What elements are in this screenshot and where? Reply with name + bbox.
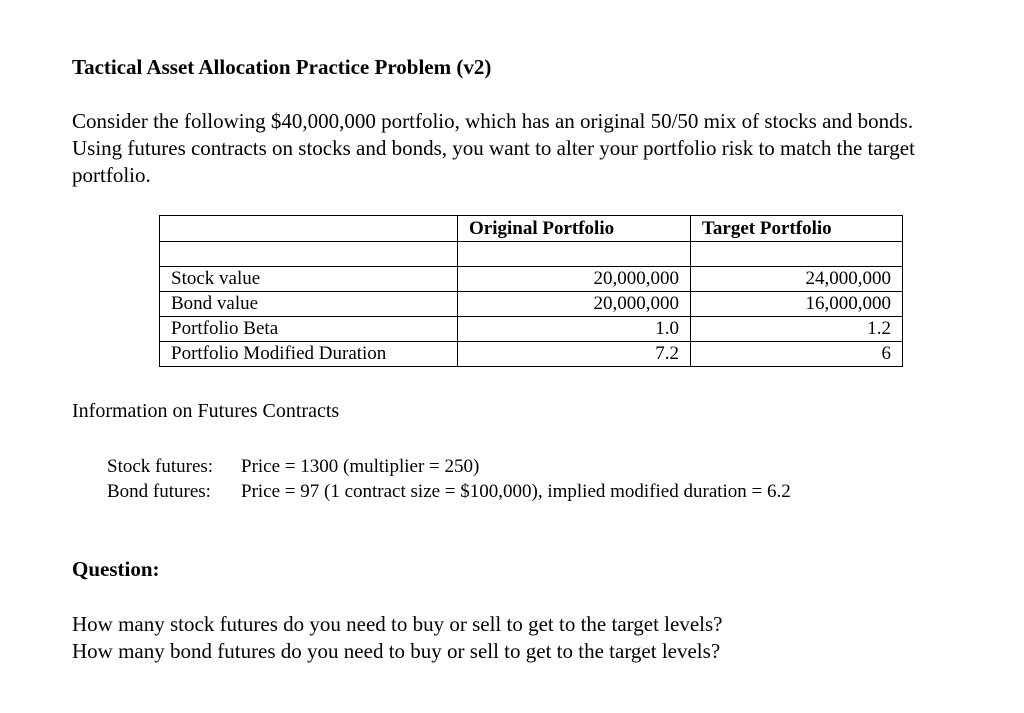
row-label: Stock value xyxy=(160,267,458,292)
original-value: 1.0 xyxy=(458,317,691,342)
table-header-row xyxy=(160,216,903,242)
target-value: 1.2 xyxy=(691,317,903,342)
header-blank xyxy=(160,216,458,242)
target-value: 24,000,000 xyxy=(691,267,903,292)
question-list xyxy=(72,611,722,665)
question-line: How many bond futures do you need to buy or sell to get to the target levels? xyxy=(72,639,721,663)
target-value: 16,000,000 xyxy=(691,292,903,317)
target-value: 6 xyxy=(691,342,903,367)
blank-cell xyxy=(160,242,458,267)
original-value: 20,000,000 xyxy=(458,292,691,317)
header-target-portfolio: Target Portfolio xyxy=(691,216,903,242)
futures-info-heading: Information on Futures Contracts xyxy=(72,400,340,422)
futures-info xyxy=(107,454,791,504)
header-original-portfolio: Original Portfolio xyxy=(458,216,691,242)
row-label: Bond value xyxy=(160,292,458,317)
original-value: 20,000,000 xyxy=(458,267,691,292)
question-line: How many stock futures do you need to buy or sell to get to the target levels? xyxy=(72,612,723,636)
row-label: Portfolio Modified Duration xyxy=(160,342,458,367)
stock-futures-line xyxy=(107,454,791,479)
document-title: Tactical Asset Allocation Practice Problem (v2) xyxy=(72,55,492,79)
stock-futures-label: Stock futures: xyxy=(107,456,214,477)
intro-paragraph: Consider the following $40,000,000 portfolio, which has an original 50/50 mix of stocks and bonds. Using futures contracts on stocks and bonds, you want to alter your portfolio risk to match the target portfolio. xyxy=(72,109,915,187)
bond-futures-label: Bond futures: xyxy=(107,481,211,502)
question-heading: Question: xyxy=(72,557,160,581)
blank-cell xyxy=(458,242,691,267)
row-label: Portfolio Beta xyxy=(160,317,458,342)
original-value: 7.2 xyxy=(458,342,691,367)
bond-futures-detail: Price = 97 (1 contract size = $100,000), implied modified duration = 6.2 xyxy=(241,481,791,502)
portfolio-table xyxy=(159,215,903,367)
stock-futures-detail: Price = 1300 (multiplier = 250) xyxy=(241,456,480,477)
table-row xyxy=(160,292,903,317)
blank-cell xyxy=(691,242,903,267)
table-row xyxy=(160,342,903,367)
bond-futures-line xyxy=(107,479,791,504)
table-row xyxy=(160,317,903,342)
table-row xyxy=(160,267,903,292)
table-blank-row xyxy=(160,242,903,267)
